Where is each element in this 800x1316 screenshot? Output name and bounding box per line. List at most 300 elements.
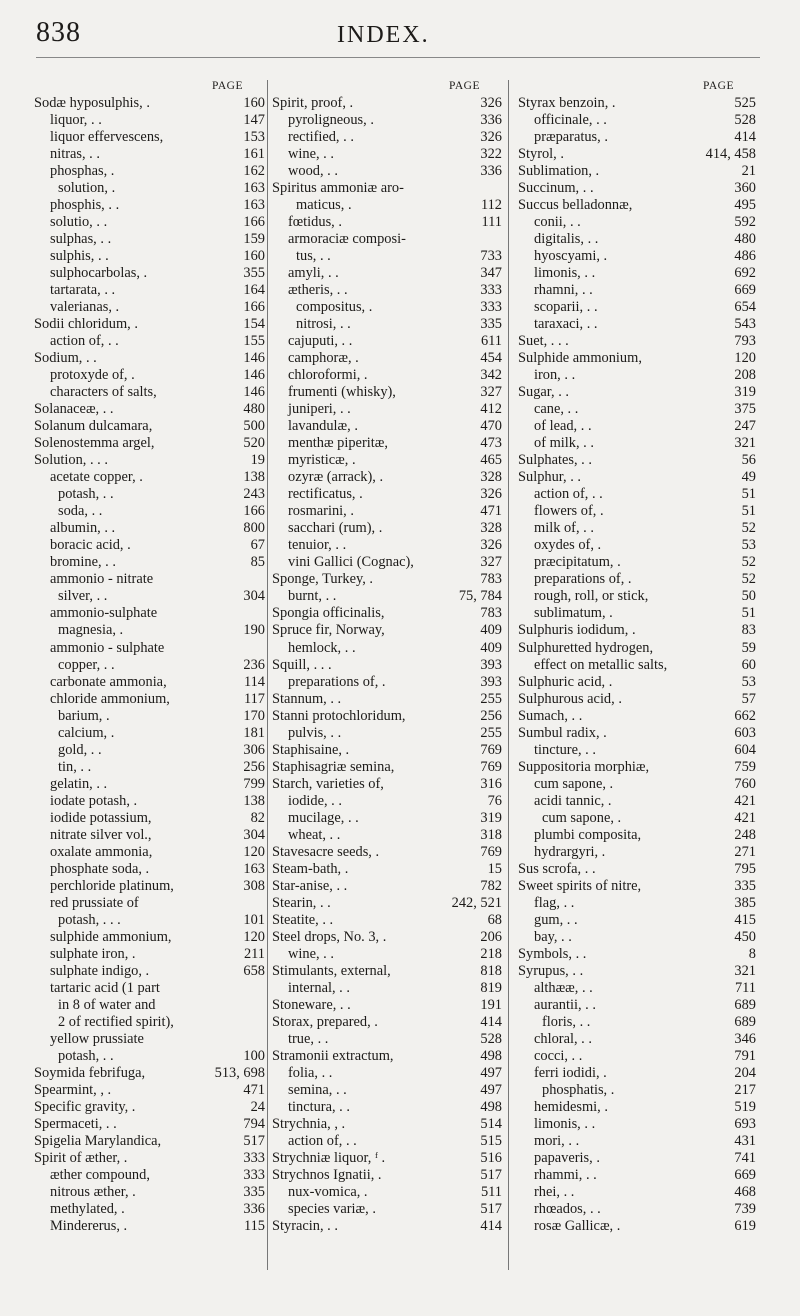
index-term: Strychniæ liquor, ᶠ .: [272, 1149, 386, 1166]
index-entry: [272, 759, 502, 776]
index-page-ref: 486: [734, 248, 756, 265]
index-term: tus, . .: [296, 248, 331, 265]
index-entry: [272, 708, 502, 725]
index-entry: [34, 1150, 265, 1167]
index-term: copper, . .: [58, 656, 115, 673]
index-term: pulvis, . .: [288, 724, 342, 741]
index-term: flag, . .: [534, 894, 575, 911]
index-entry: [34, 401, 265, 418]
index-page-ref: 336: [243, 1201, 265, 1218]
index-page-ref: 525: [734, 95, 756, 111]
index-entry: [518, 180, 756, 197]
index-term: nitrous æther, .: [50, 1184, 136, 1200]
index-entry: [272, 1218, 502, 1235]
index-term: folia, . .: [288, 1064, 333, 1081]
index-page-ref: 146: [243, 350, 265, 367]
index-term: Steatite, . .: [272, 911, 334, 928]
index-term: hemidesmi, .: [534, 1098, 608, 1115]
index-page-ref: 163: [243, 197, 265, 214]
index-page-ref: 669: [734, 1166, 756, 1183]
index-entry: [272, 214, 502, 231]
index-entry: [518, 963, 756, 980]
column-divider: [508, 80, 509, 1270]
index-page-ref: 783: [480, 605, 502, 622]
index-page-ref: 255: [480, 724, 502, 741]
index-term: potash, . .: [58, 1047, 114, 1064]
index-term: Sugar, . .: [518, 384, 569, 401]
index-page-ref: 75, 784: [458, 588, 502, 605]
index-term: sacchari (rum), .: [288, 520, 383, 537]
index-entry: [34, 844, 265, 861]
index-entry: [518, 1201, 756, 1218]
index-entry: [518, 759, 756, 776]
index-page-ref: 52: [741, 520, 756, 537]
index-term: liquor, . .: [50, 112, 102, 129]
index-page-ref: 603: [734, 724, 756, 741]
index-page-ref: [227, 571, 265, 588]
index-page-ref: 515: [480, 1132, 502, 1149]
index-term: liquor effervescens,: [50, 129, 164, 146]
index-entry: [34, 946, 265, 963]
index-page-ref: 191: [480, 996, 502, 1013]
index-page-ref: 519: [734, 1098, 756, 1115]
index-term: of lead, . .: [534, 418, 592, 435]
index-page-ref: 256: [480, 707, 502, 724]
index-term: digitalis, . .: [534, 231, 599, 248]
index-entry: [518, 435, 756, 452]
index-page-ref: 304: [243, 588, 265, 605]
index-term: Sulphurous acid, .: [518, 690, 622, 707]
index-page-ref: 689: [734, 996, 756, 1013]
index-entry: [272, 895, 502, 912]
index-term: Solanum dulcamara,: [34, 418, 153, 435]
index-page-ref: 711: [734, 979, 756, 996]
index-entry: [272, 725, 502, 742]
index-term: Suet, . . .: [518, 333, 569, 350]
index-term: potash, . .: [58, 486, 114, 503]
index-term: chloral, . .: [534, 1030, 592, 1047]
index-entry: [34, 265, 265, 282]
index-page-ref: 326: [480, 486, 502, 503]
index-term: Stimulants, external,: [272, 962, 391, 979]
index-term: Spigelia Marylandica,: [34, 1132, 162, 1149]
index-page-ref: 160: [243, 248, 265, 265]
index-entry: [272, 197, 502, 214]
column-divider: [267, 80, 268, 1270]
index-page-ref: 21: [741, 163, 756, 180]
index-term: action of, . .: [50, 333, 119, 350]
index-entry: [518, 299, 756, 316]
index-term: species variæ, .: [288, 1201, 376, 1218]
index-entry: [272, 1014, 502, 1031]
index-term: plumbi composita,: [534, 826, 642, 843]
index-term: of milk, . .: [534, 435, 594, 452]
index-page-ref: 327: [480, 384, 502, 401]
index-page-ref: 255: [480, 690, 502, 707]
index-page-ref: 415: [734, 911, 756, 928]
index-entry: [34, 605, 265, 622]
index-entry: [34, 452, 265, 469]
index-page-ref: 204: [734, 1064, 756, 1081]
index-entry: [34, 793, 265, 810]
index-term: semina, . .: [288, 1081, 347, 1098]
index-entry: [34, 997, 265, 1014]
index-page-ref: 791: [734, 1047, 756, 1064]
index-entry: [272, 435, 502, 452]
page-number: 838: [36, 17, 81, 48]
index-page-ref: 431: [734, 1132, 756, 1149]
index-page-ref: 497: [480, 1081, 502, 1098]
index-term: hemlock, . .: [288, 639, 356, 656]
index-page-ref: 52: [741, 571, 756, 588]
index-term: phosphate soda, .: [50, 860, 150, 877]
index-entry: [272, 1065, 502, 1082]
index-page-ref: 783: [480, 571, 502, 588]
index-term: Stramonii extractum,: [272, 1047, 394, 1064]
index-entry: [272, 1184, 502, 1201]
index-term: rosæ Gallicæ, .: [534, 1218, 621, 1235]
index-page-ref: 465: [480, 452, 502, 469]
index-page-ref: 50: [741, 588, 756, 605]
index-term: Sulphur, . .: [518, 469, 581, 486]
index-page-ref: 316: [480, 775, 502, 792]
index-entry: [272, 163, 502, 180]
index-term: menthæ piperitæ,: [288, 435, 388, 452]
index-entry: [518, 1014, 756, 1031]
index-term: sublimatum, .: [534, 605, 613, 622]
index-page-ref: 520: [243, 435, 265, 452]
index-entry: [34, 878, 265, 895]
index-entry: [272, 588, 502, 605]
index-page-ref: 414: [480, 1013, 502, 1030]
index-page-ref: 669: [734, 282, 756, 299]
index-term: Stanni protochloridum,: [272, 707, 406, 724]
index-page-ref: 335: [243, 1184, 265, 1200]
index-page-ref: 335: [480, 316, 502, 333]
index-page-ref: 414: [480, 1218, 502, 1235]
index-entry: [518, 1184, 756, 1201]
index-page-ref: 794: [243, 1115, 265, 1132]
index-entry: [272, 1116, 502, 1133]
index-page-ref: 242, 521: [451, 894, 502, 911]
index-page-ref: [464, 231, 502, 248]
index-page-ref: 138: [243, 469, 265, 486]
index-term: Soymida febrifuga,: [34, 1064, 146, 1081]
index-entry: [518, 95, 756, 112]
index-entry: [34, 435, 265, 452]
index-entry: [272, 571, 502, 588]
index-term: preparations of, .: [288, 673, 386, 690]
index-page-ref: 511: [480, 1184, 502, 1200]
index-term: sulphas, . .: [50, 231, 112, 248]
index-term: rhamni, . .: [534, 282, 593, 299]
index-page-ref: 412: [480, 401, 502, 418]
index-column-3: [518, 78, 756, 1235]
index-page-ref: 818: [480, 962, 502, 979]
index-term: Solanaceæ, . .: [34, 401, 114, 418]
index-entry: [518, 912, 756, 929]
index-page-ref: 166: [243, 214, 265, 231]
index-term: lavandulæ, .: [288, 418, 358, 435]
index-page-ref: 800: [243, 520, 265, 537]
index-term: solutio, . .: [50, 214, 108, 231]
index-page-ref: 100: [243, 1047, 265, 1064]
index-term: Spongia officinalis,: [272, 605, 385, 622]
index-entry: [34, 214, 265, 231]
index-column-1: [34, 78, 265, 1235]
index-page-ref: 321: [734, 435, 756, 452]
index-term: oxydes of, .: [534, 537, 602, 554]
index-page-ref: 658: [243, 962, 265, 979]
index-entry: [272, 878, 502, 895]
index-entry: [272, 180, 502, 197]
index-term: rhammi, . .: [534, 1166, 597, 1183]
index-page-ref: 409: [480, 622, 502, 639]
index-page-ref: 393: [480, 656, 502, 673]
index-term: frumenti (whisky),: [288, 384, 396, 401]
index-page-ref: 336: [480, 163, 502, 180]
index-entry: [34, 163, 265, 180]
index-page-ref: 190: [243, 622, 265, 639]
index-entry: [272, 384, 502, 401]
index-term: valerianas, .: [50, 299, 120, 316]
index-term: mori, . .: [534, 1132, 580, 1149]
index-term: præcipitatum, .: [534, 554, 621, 571]
index-page-ref: 304: [243, 826, 265, 843]
index-page-ref: 138: [243, 792, 265, 809]
index-entry: [34, 708, 265, 725]
index-term: Spiritus ammoniæ aro-: [272, 180, 404, 197]
index-entry: [518, 469, 756, 486]
index-term: tinctura, . .: [288, 1098, 350, 1115]
index-entry: [34, 1014, 265, 1031]
index-term: althææ, . .: [534, 979, 593, 996]
index-term: calcium, .: [58, 724, 115, 741]
index-page-ref: 161: [243, 146, 265, 163]
index-entry: [518, 248, 756, 265]
index-page-ref: 619: [734, 1218, 756, 1235]
index-term: Steel drops, No. 3, .: [272, 928, 387, 945]
index-entry: [272, 129, 502, 146]
index-term: burnt, . .: [288, 588, 337, 605]
index-term: taraxaci, . .: [534, 316, 598, 333]
index-entry: [34, 299, 265, 316]
index-page-ref: 117: [243, 690, 265, 707]
index-term: nitrate silver vol.,: [50, 826, 152, 843]
index-term: officinale, . .: [534, 112, 607, 129]
index-page-ref: 733: [480, 248, 502, 265]
index-term: Solution, . . .: [34, 452, 108, 469]
index-page-ref: 799: [243, 775, 265, 792]
index-entry: [518, 571, 756, 588]
index-term: Spruce fir, Norway,: [272, 622, 385, 639]
index-page-ref: 147: [243, 112, 265, 129]
index-entry: [272, 861, 502, 878]
index-page-ref: 497: [480, 1064, 502, 1081]
index-page-ref: 473: [480, 435, 502, 452]
index-page-ref: 15: [487, 860, 502, 877]
index-entry: [272, 299, 502, 316]
index-term: tenuior, . .: [288, 537, 347, 554]
index-page-ref: 543: [734, 316, 756, 333]
index-page-ref: [464, 180, 502, 197]
index-page-ref: 480: [734, 231, 756, 248]
index-term: Sulphuric acid, .: [518, 673, 613, 690]
index-entry: [272, 691, 502, 708]
index-page-ref: 454: [480, 350, 502, 367]
index-page-ref: 592: [734, 214, 756, 231]
index-entry: [518, 129, 756, 146]
index-entry: [518, 418, 756, 435]
index-page-ref: 514: [480, 1115, 502, 1132]
index-entry: [272, 776, 502, 793]
index-term: cum sapone, .: [542, 809, 622, 826]
index-entry: [34, 657, 265, 674]
index-page-ref: 328: [480, 520, 502, 537]
index-term: myristicæ, .: [288, 452, 356, 469]
index-term: Spermaceti, . .: [34, 1115, 117, 1132]
index-entry: [518, 605, 756, 622]
index-page-ref: 326: [480, 95, 502, 111]
index-entry: [34, 674, 265, 691]
index-page-ref: 206: [480, 928, 502, 945]
index-term: Styracin, . .: [272, 1218, 338, 1235]
index-page-ref: 528: [734, 112, 756, 129]
index-page-ref: 57: [741, 690, 756, 707]
index-entry: [272, 554, 502, 571]
index-term: Star-anise, . .: [272, 877, 348, 894]
index-term: Solenostemma argel,: [34, 435, 155, 452]
index-term: internal, . .: [288, 979, 350, 996]
index-entry: [518, 878, 756, 895]
index-entry: [518, 997, 756, 1014]
index-entry: [34, 520, 265, 537]
index-term: 2 of rectified spirit),: [58, 1013, 174, 1030]
index-term: barium, .: [58, 707, 110, 724]
index-term: tincture, . .: [534, 741, 596, 758]
index-term: carbonate ammonia,: [50, 673, 167, 690]
index-entry: [34, 1099, 265, 1116]
index-entry: [518, 1218, 756, 1235]
index-term: Stearin, . .: [272, 894, 331, 911]
index-page-ref: 333: [243, 1166, 265, 1183]
index-entry: [518, 657, 756, 674]
index-entry: [518, 146, 756, 163]
index-term: bromine, . .: [50, 554, 116, 571]
index-term: albumin, . .: [50, 520, 116, 537]
index-entry: [518, 1048, 756, 1065]
index-term: chloride ammonium,: [50, 690, 170, 707]
index-entry: [34, 112, 265, 129]
index-entry: [272, 622, 502, 639]
index-term: soda, . .: [58, 503, 103, 520]
index-term: Spirit of æther, .: [34, 1149, 128, 1166]
index-term: acidi tannic, .: [534, 792, 612, 809]
index-term: protoxyde of, .: [50, 367, 135, 384]
index-entry: [272, 537, 502, 554]
index-page-ref: 59: [741, 639, 756, 656]
index-entry: [34, 197, 265, 214]
index-page-ref: [227, 605, 265, 622]
index-entry: [34, 1082, 265, 1099]
index-term: Syrupus, . .: [518, 962, 584, 979]
index-term: silver, . .: [58, 588, 108, 605]
index-term: ozyræ (arrack), .: [288, 469, 384, 486]
index-entry: [272, 146, 502, 163]
index-term: chloroformi, .: [288, 367, 368, 384]
index-page-ref: 166: [243, 503, 265, 520]
index-entry: [34, 367, 265, 384]
index-entry: [34, 1048, 265, 1065]
index-term: red prussiate of: [50, 894, 139, 911]
index-page-ref: 19: [250, 452, 265, 469]
index-entry: [518, 861, 756, 878]
index-entry: [518, 1099, 756, 1116]
index-page-ref: 24: [250, 1098, 265, 1115]
index-term: limonis, . .: [534, 265, 596, 282]
index-entry: [272, 503, 502, 520]
index-term: Succinum, . .: [518, 180, 594, 197]
index-entry: [34, 180, 265, 197]
index-term: æther compound,: [50, 1166, 150, 1183]
index-entry: [272, 401, 502, 418]
index-term: Stannum, . .: [272, 690, 342, 707]
index-term: phosphas, .: [50, 163, 115, 180]
index-entry: [34, 622, 265, 639]
index-page-ref: 217: [734, 1081, 756, 1098]
index-entry: [34, 895, 265, 912]
index-term: gelatin, . .: [50, 775, 108, 792]
index-entry: [518, 1133, 756, 1150]
index-entry: [34, 486, 265, 503]
index-entry: [34, 571, 265, 588]
index-term: wheat, . .: [288, 826, 341, 843]
index-entry: [518, 844, 756, 861]
index-page-ref: 271: [734, 843, 756, 860]
index-term: Steam-bath, .: [272, 860, 349, 877]
index-term: gold, . .: [58, 741, 102, 758]
index-entry: [272, 1048, 502, 1065]
index-page-ref: 769: [480, 758, 502, 775]
index-entry: [34, 469, 265, 486]
index-entry: [518, 674, 756, 691]
index-term: Sulphates, . .: [518, 452, 592, 469]
index-term: phosphatis, .: [542, 1081, 615, 1098]
index-term: Strychnia, , .: [272, 1115, 346, 1132]
index-entry: [34, 231, 265, 248]
index-entry: [518, 486, 756, 503]
index-term: Symbols, . .: [518, 945, 587, 962]
index-entry: [518, 1065, 756, 1082]
index-page-ref: 218: [480, 945, 502, 962]
index-term: juniperi, . .: [288, 401, 351, 418]
index-entry: [518, 1031, 756, 1048]
index-page-ref: 68: [487, 911, 502, 928]
index-term: aurantii, . .: [534, 996, 596, 1013]
index-entry: [34, 1065, 265, 1082]
index-term: Mindererus, .: [50, 1218, 128, 1235]
index-term: acetate copper, .: [50, 469, 143, 486]
index-term: nitras, . .: [50, 146, 100, 163]
index-page-ref: 517: [243, 1132, 265, 1149]
index-entry: [272, 282, 502, 299]
page-column-heading: PAGE: [212, 80, 243, 92]
index-term: gum, . .: [534, 911, 578, 928]
index-term: floris, . .: [542, 1013, 591, 1030]
index-entry: [272, 827, 502, 844]
index-page-ref: 326: [480, 129, 502, 146]
index-term: Starch, varieties of,: [272, 775, 384, 792]
